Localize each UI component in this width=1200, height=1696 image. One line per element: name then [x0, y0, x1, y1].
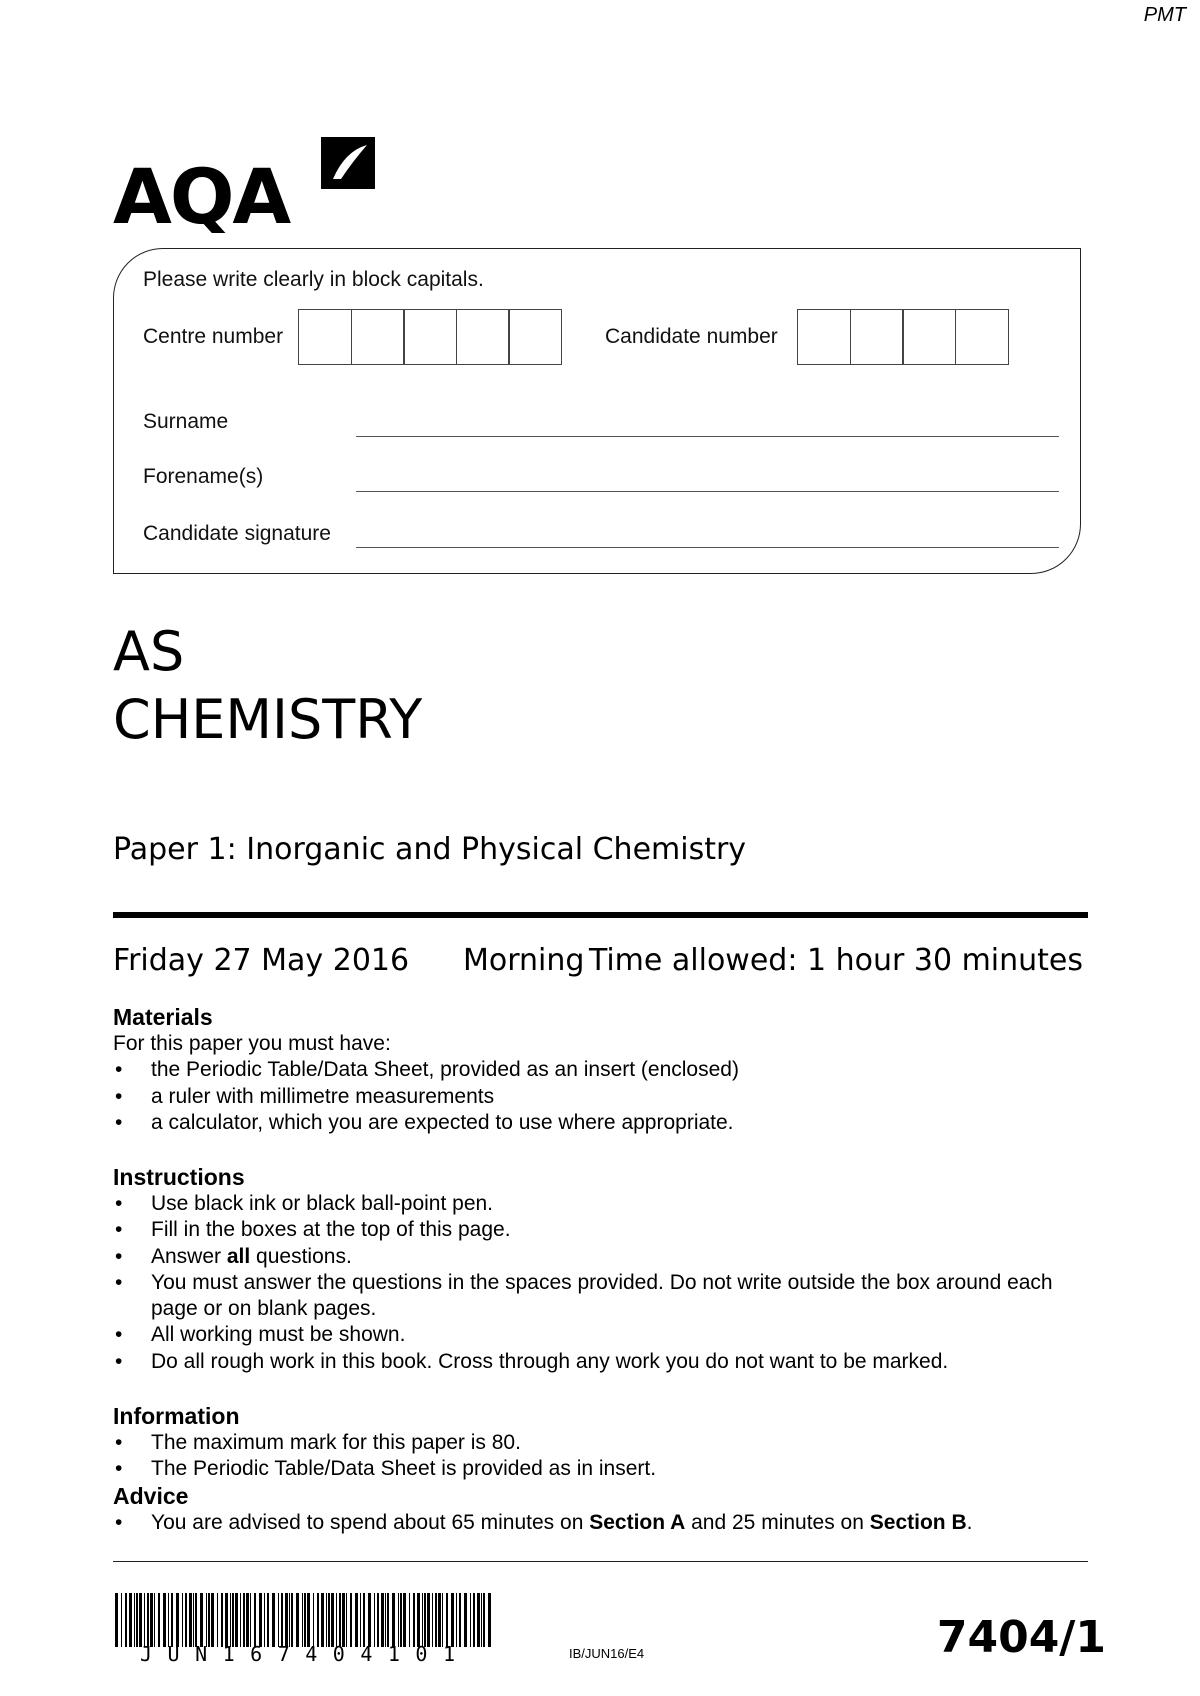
instructions-section: [113, 1163, 1068, 1375]
list-item: • The maximum mark for this paper is 80.: [113, 1430, 1113, 1456]
paper-code: 7404/1: [936, 1612, 1106, 1663]
advice-heading: Advice: [113, 1483, 189, 1509]
centre-number-boxes[interactable]: [298, 309, 562, 365]
materials-intro: For this paper you must have:: [113, 1032, 391, 1055]
emphasis-all: all: [226, 1244, 251, 1268]
forename-label: Forename(s): [143, 465, 264, 488]
exam-session: Morning: [463, 943, 585, 978]
paper-title: Paper 1: Inorganic and Physical Chemistry: [113, 832, 747, 867]
list-item: • You are advised to spend about 65 minutes on Section A and 25 minutes on Section B.: [113, 1510, 1113, 1536]
aqa-logo: [113, 133, 376, 233]
candidate-digit-box[interactable]: [797, 309, 851, 365]
list-item: • Do all rough work in this book. Cross through any work you do not want to be marked.: [113, 1349, 1068, 1375]
materials-heading: Materials: [113, 1004, 213, 1030]
list-item: • a ruler with millimetre measurements: [113, 1084, 1113, 1110]
list-item: • You must answer the questions in the spaces provided. Do not write outside the box around each page or on blank pages.: [113, 1270, 1068, 1323]
candidate-digit-box[interactable]: [850, 309, 904, 365]
centre-number-label: Centre number: [143, 325, 284, 348]
document-reference: IB/JUN16/E4: [569, 1646, 645, 1661]
surname-label: Surname: [143, 410, 229, 433]
centre-digit-box[interactable]: [508, 309, 562, 365]
advice-section: [113, 1482, 1113, 1536]
list-item: • Fill in the boxes at the top of this page.: [113, 1217, 1068, 1243]
centre-digit-box[interactable]: [403, 309, 457, 365]
list-item: • Use black ink or black ball-point pen.: [113, 1191, 1068, 1217]
forename-field[interactable]: [356, 491, 1059, 492]
signature-label: Candidate signature: [143, 522, 331, 545]
list-item: • All working must be shown.: [113, 1322, 1068, 1348]
list-item: • The Periodic Table/Data Sheet is provided as in insert.: [113, 1456, 1113, 1482]
instructions-heading: Instructions: [113, 1164, 245, 1190]
subject-title: CHEMISTRY: [113, 688, 423, 751]
candidate-number-label: Candidate number: [605, 325, 778, 348]
candidate-digit-box[interactable]: [955, 309, 1009, 365]
candidate-digit-box[interactable]: [902, 309, 956, 365]
list-item: • Answer all questions.: [113, 1244, 1068, 1270]
pmt-watermark: PMT: [1143, 4, 1186, 26]
centre-digit-box[interactable]: [298, 309, 352, 365]
signature-field[interactable]: [356, 547, 1059, 548]
centre-digit-box[interactable]: [456, 309, 510, 365]
information-heading: Information: [113, 1403, 240, 1429]
information-section: [113, 1402, 1113, 1483]
surname-field[interactable]: [356, 436, 1059, 437]
materials-section: [113, 1003, 1113, 1136]
candidate-number-boxes[interactable]: [797, 309, 1009, 365]
exam-date: Friday 27 May 2016: [113, 943, 410, 978]
aqa-logo-text: AQA: [113, 152, 290, 233]
qualification-level: AS: [113, 620, 185, 683]
block-capitals-instruction: Please write clearly in block capitals.: [143, 268, 484, 291]
footer-rule: [113, 1561, 1088, 1562]
centre-digit-box[interactable]: [351, 309, 405, 365]
barcode-number: JUN167404101: [140, 1642, 471, 1666]
barcode: [115, 1593, 495, 1647]
list-item: • the Periodic Table/Data Sheet, provided as an insert (enclosed): [113, 1057, 1113, 1083]
title-rule: [113, 912, 1088, 918]
list-item: • a calculator, which you are expected to use where appropriate.: [113, 1110, 1113, 1136]
time-allowed: Time allowed: 1 hour 30 minutes: [588, 943, 1083, 978]
